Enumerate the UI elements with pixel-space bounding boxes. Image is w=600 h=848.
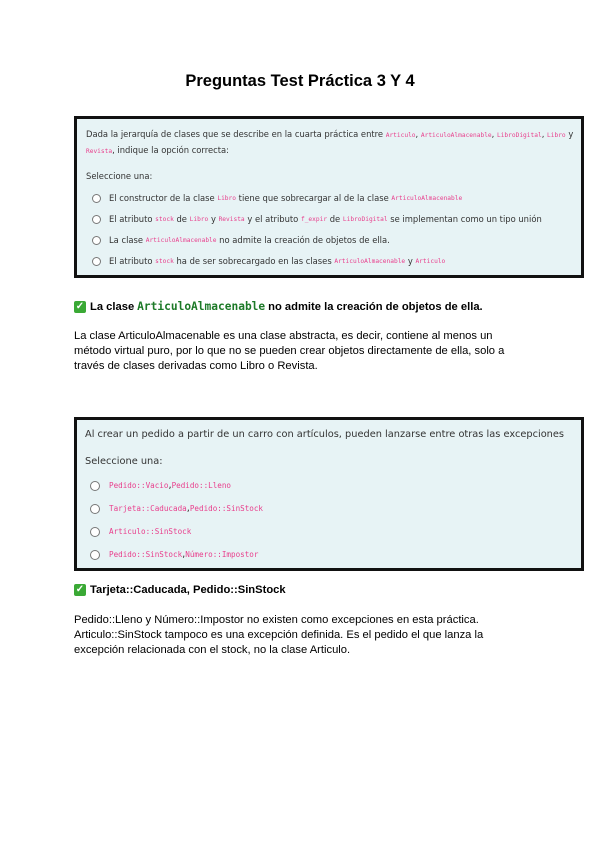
q2-option-2[interactable] bbox=[85, 497, 575, 520]
question-1-prompt bbox=[86, 127, 575, 159]
radio-button[interactable] bbox=[90, 550, 100, 560]
option-text: de bbox=[329, 214, 341, 224]
option-text: El atributo bbox=[109, 256, 153, 266]
prompt-code: Articulo bbox=[385, 132, 416, 139]
option-code: ArticuloAlmacenable bbox=[391, 195, 463, 202]
option-text: y bbox=[407, 256, 413, 266]
radio-button[interactable] bbox=[92, 257, 101, 266]
option-code: stock bbox=[155, 258, 174, 265]
q1-option-3[interactable] bbox=[86, 230, 575, 251]
option-code: LibroDigital bbox=[342, 216, 388, 223]
option-text: se implementan como un tipo unión bbox=[390, 214, 542, 224]
check-mark-icon: ✓ bbox=[75, 584, 85, 595]
prompt-code: ArticuloAlmacenable bbox=[420, 132, 492, 139]
option-text: La clase bbox=[109, 235, 144, 245]
prompt-text: , bbox=[541, 129, 548, 139]
prompt-text: , indique la opción correcta: bbox=[112, 145, 229, 155]
option-code: Tarjeta::Caducada bbox=[109, 503, 187, 513]
option-text: , bbox=[186, 502, 190, 514]
radio-button[interactable] bbox=[90, 504, 100, 514]
option-code: stock bbox=[155, 216, 174, 223]
check-mark-icon: ✓ bbox=[75, 300, 85, 312]
option-text: y bbox=[210, 214, 216, 224]
question-2-box bbox=[74, 417, 584, 571]
option-code: ArticuloAlmacenable bbox=[145, 237, 217, 244]
answer-text: Tarjeta::Caducada, Pedido::SinStock bbox=[90, 584, 286, 596]
option-text: y el atributo bbox=[247, 214, 299, 224]
option-text: El atributo bbox=[109, 214, 153, 224]
q2-option-4[interactable] bbox=[85, 543, 575, 566]
radio-button[interactable] bbox=[92, 215, 101, 224]
option-text: El constructor de la clase bbox=[109, 193, 215, 203]
option-code: Pedido::SinStock bbox=[189, 503, 264, 513]
q1-option-4[interactable] bbox=[86, 251, 575, 272]
option-code: Articulo bbox=[415, 258, 446, 265]
radio-button[interactable] bbox=[90, 481, 100, 491]
select-label: Seleccione una: bbox=[86, 171, 153, 181]
option-code: ArticuloAlmacenable bbox=[334, 258, 406, 265]
prompt-code: Revista bbox=[86, 148, 113, 155]
option-text: no admite la creación de objetos de ella. bbox=[219, 235, 390, 245]
option-text: , bbox=[168, 479, 172, 491]
radio-button[interactable] bbox=[92, 194, 101, 203]
q1-option-2[interactable] bbox=[86, 209, 575, 230]
prompt-code: Libro bbox=[547, 132, 566, 139]
question-1-box bbox=[74, 116, 584, 278]
radio-button[interactable] bbox=[90, 527, 100, 537]
option-text: tiene que sobrecargar al de la clase bbox=[238, 193, 389, 203]
option-code: Libro bbox=[217, 195, 236, 202]
prompt-text: , bbox=[415, 129, 421, 139]
q2-option-3[interactable] bbox=[85, 520, 575, 543]
option-code: f_expir bbox=[300, 216, 328, 223]
option-code: Número::Impostor bbox=[185, 549, 259, 559]
option-code: Pedido::SinStock bbox=[109, 549, 183, 559]
option-text: , bbox=[182, 548, 186, 560]
answer-text: no admite la creación de objetos de ella. bbox=[268, 300, 483, 313]
prompt-text: , bbox=[491, 129, 497, 139]
answer-1 bbox=[74, 300, 483, 313]
prompt-code: LibroDigital bbox=[496, 132, 542, 139]
option-code: Articulo::SinStock bbox=[109, 526, 192, 536]
explanation-2: Pedido::Lleno y Número::Impostor no existen como excepciones en esta práctica. Articulo::SinStock tampoco es una excepción definida. Es el pedido el que lanza la excepción relacionada con el stock, no la clase Articulo. bbox=[74, 614, 484, 656]
question-2-prompt: Al crear un pedido a partir de un carro con artículos, pueden lanzarse entre otras las excepciones bbox=[85, 429, 565, 440]
option-code: Pedido::Vacio bbox=[109, 480, 169, 490]
option-text: ha de ser sobrecargado en las clases bbox=[176, 256, 332, 266]
option-code: Pedido::Lleno bbox=[171, 480, 231, 490]
q1-option-1[interactable] bbox=[86, 188, 575, 209]
answer-2 bbox=[74, 584, 286, 596]
radio-button[interactable] bbox=[92, 236, 101, 245]
answer-code: ArticuloAlmacenable bbox=[137, 300, 266, 313]
q2-option-1[interactable] bbox=[85, 474, 575, 497]
prompt-text: y bbox=[565, 129, 574, 139]
option-text: de bbox=[176, 214, 187, 224]
prompt-text: Dada la jerarquía de clases que se describe en la cuarta práctica entre bbox=[86, 129, 386, 139]
option-code: Libro bbox=[189, 216, 209, 223]
page-title: Preguntas Test Práctica 3 Y 4 bbox=[185, 72, 415, 90]
select-label: Seleccione una: bbox=[85, 456, 163, 467]
option-code: Revista bbox=[218, 216, 245, 223]
explanation-1: La clase ArticuloAlmacenable es una clase abstracta, es decir, contiene al menos un método virtual puro, por lo que no se pueden crear objetos directamente de ella, solo a través de clases derivadas como Libro o Revista. bbox=[74, 330, 505, 372]
answer-text: La clase bbox=[90, 300, 135, 313]
